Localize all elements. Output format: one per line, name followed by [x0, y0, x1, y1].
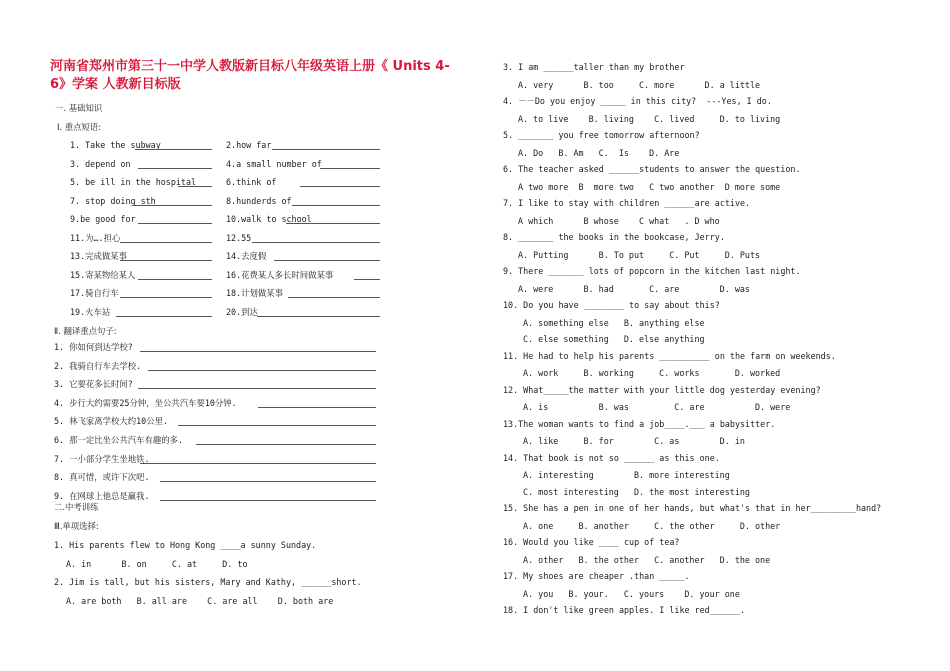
answer-blank-line[interactable]	[160, 481, 376, 482]
answer-blank-line[interactable]	[140, 463, 376, 464]
question-options: A. are both B. all are C. are all D. both are	[66, 595, 334, 606]
answer-blank-line[interactable]	[252, 242, 380, 243]
phrase-item: 14.去度假	[226, 251, 267, 261]
answer-blank-line[interactable]	[258, 407, 376, 408]
question-options: A. other B. the other C. another D. the one	[518, 554, 771, 565]
phrase-item: 16.花费某人多长时间做某事	[226, 269, 334, 280]
phrase-item: 4.a small number of	[226, 158, 322, 169]
question-text: 7. I like to stay with children ______are active.	[503, 198, 751, 208]
answer-blank-line[interactable]	[138, 388, 376, 389]
answer-blank-line[interactable]	[133, 205, 212, 206]
question-text: 13.The woman wants to find a job____.___ a babysitter.	[503, 418, 776, 429]
question-options: A. is B. was C. are D. were	[518, 402, 791, 412]
phrase-item: 1. Take the subway	[70, 140, 161, 150]
question-text: 10. Do you have ________ to say about this?	[503, 300, 720, 310]
answer-blank-line[interactable]	[292, 205, 380, 206]
sentence-item: 3. 它要花多长时间?	[54, 379, 133, 390]
answer-blank-line[interactable]	[116, 316, 212, 317]
question-text: 9. There _______ lots of popcorn in the kitchen last night.	[503, 266, 801, 276]
phrase-item: 10.walk to school	[226, 214, 312, 224]
question-text: 8. _______ the books in the bookcase, Jerry.	[503, 232, 725, 242]
question-options: A. like B. for C. as D. in	[518, 436, 745, 446]
question-text: 5. _______ you free tomorrow afternoon?	[503, 130, 700, 140]
answer-blank-line[interactable]	[320, 168, 380, 169]
answer-blank-line[interactable]	[138, 279, 212, 280]
question-options: A. Putting B. To put C. Put D. Puts	[518, 249, 761, 260]
section-heading: 二.中考训练	[54, 502, 99, 512]
question-options: A. something else B. anything else	[518, 317, 705, 328]
answer-blank-line[interactable]	[257, 316, 380, 317]
phrase-item: 19.火车站	[70, 306, 111, 317]
phrase-item: 17.骑自行车	[70, 288, 119, 298]
phrase-item: 3. depend on	[70, 158, 131, 169]
sentence-item: 7. 一小部分学生坐地铁.	[54, 453, 150, 464]
answer-blank-line[interactable]	[120, 260, 212, 261]
answer-blank-line[interactable]	[286, 223, 380, 224]
answer-blank-line[interactable]	[148, 370, 376, 371]
answer-blank-line[interactable]	[120, 297, 212, 298]
page-title: 河南省郑州市第三十一中学人教版新目标八年级英语上册《 Units 4-6》学案 人教新目标版	[50, 59, 450, 92]
question-options: A. to live B. living C. lived D. to living	[518, 113, 781, 124]
answer-blank-line[interactable]	[196, 444, 376, 445]
phrase-item: 13.完成做某事	[70, 251, 128, 261]
sentence-item: 2. 我骑自行车去学校.	[54, 360, 142, 371]
question-text: 18. I don't like green apples. I like red______.	[503, 605, 746, 615]
question-options: C. most interesting D. the most interesting	[518, 486, 750, 497]
answer-blank-line[interactable]	[300, 186, 380, 187]
sentence-item: 9. 在网球上他总是赢我.	[54, 490, 150, 501]
section-heading: 一. 基础知识	[55, 103, 103, 113]
part-heading: Ⅰ. 重点短语:	[57, 122, 102, 132]
answer-blank-line[interactable]	[135, 149, 212, 150]
question-text: 15. She has a pen in one of her hands, but what's that in her_________hand?	[503, 503, 882, 513]
phrase-item: 20.到达	[226, 306, 258, 317]
sentence-item: 8. 真可惜，或许下次吧.	[54, 472, 150, 483]
question-text: 17. My shoes are cheaper .than _____.	[503, 571, 690, 581]
question-options: A. you B. your. C. yours D. your one	[518, 588, 740, 599]
question-text: 3. I am ______taller than my brother	[503, 62, 685, 72]
question-text: 12. What_____the matter with your little dog yesterday evening?	[503, 384, 821, 395]
phrase-item: 6.think of	[226, 177, 277, 187]
answer-blank-line[interactable]	[272, 149, 380, 150]
question-text: 14. That book is not so ______ as this one.	[503, 452, 720, 463]
question-options: A two more B more two C two another D more some	[518, 181, 781, 192]
sentence-item: 1. 你如何到达学校?	[54, 342, 133, 352]
question-text: 16. Would you like ____ cup of tea?	[503, 537, 680, 547]
part-heading: Ⅱ. 翻译重点句子:	[54, 326, 117, 336]
answer-blank-line[interactable]	[178, 186, 212, 187]
phrase-item: 7. stop doing sth	[70, 195, 156, 206]
phrase-item: 15.寄某物给某人	[70, 269, 136, 280]
sentence-item: 4. 步行大约需要25分钟，坐公共汽车要10分钟.	[54, 397, 237, 408]
answer-blank-line[interactable]	[354, 279, 380, 280]
question-text: 1. His parents flew to Hong Kong ____a sunny Sunday.	[54, 540, 317, 550]
answer-blank-line[interactable]	[274, 260, 380, 261]
question-text: 11. He had to help his parents __________ on the farm on weekends.	[503, 350, 836, 361]
phrase-item: 12.55	[226, 232, 252, 243]
question-options: A. in B. on C. at D. to	[66, 558, 248, 569]
phrase-item: 9.be good for	[70, 214, 136, 224]
sentence-item: 5. 林飞家离学校大约10公里.	[54, 416, 169, 427]
answer-blank-line[interactable]	[140, 351, 376, 352]
phrase-item: 2.how far	[226, 140, 272, 150]
question-options: A. very B. too C. more D. a little	[518, 79, 761, 90]
phrase-item: 18.计划做某事	[226, 288, 284, 298]
question-text: 6. The teacher asked ______students to answer the question.	[503, 164, 801, 174]
question-options: A which B whose C what . D who	[518, 215, 720, 226]
question-options: A. interesting B. more interesting	[518, 470, 730, 480]
question-options: A. work B. working C. works D. worked	[518, 368, 781, 378]
question-text: 2. Jim is tall, but his sisters, Mary and Kathy, ______short.	[54, 577, 362, 587]
question-options: A. were B. had C. are D. was	[518, 283, 750, 294]
answer-blank-line[interactable]	[138, 223, 212, 224]
answer-blank-line[interactable]	[178, 425, 376, 426]
question-text: 4. －－Do you enjoy _____ in this city? ---Yes, I do.	[503, 96, 772, 106]
answer-blank-line[interactable]	[138, 168, 212, 169]
phrase-item: 5. be ill in the hospital	[70, 177, 197, 187]
answer-blank-line[interactable]	[288, 297, 380, 298]
question-options: C. else something D. else anything	[518, 334, 705, 344]
question-options: A. Do B. Am C. Is D. Are	[518, 147, 680, 158]
phrase-item: 8.hunderds of	[226, 195, 292, 206]
sentence-item: 6. 那一定比坐公共汽车有趣的多.	[54, 435, 184, 445]
phrase-item: 11.为….担心	[70, 232, 121, 243]
question-options: A. one B. another C. the other D. other	[518, 520, 781, 531]
answer-blank-line[interactable]	[160, 500, 376, 501]
part-heading: Ⅲ.单项选择:	[54, 521, 99, 531]
answer-blank-line[interactable]	[120, 242, 212, 243]
